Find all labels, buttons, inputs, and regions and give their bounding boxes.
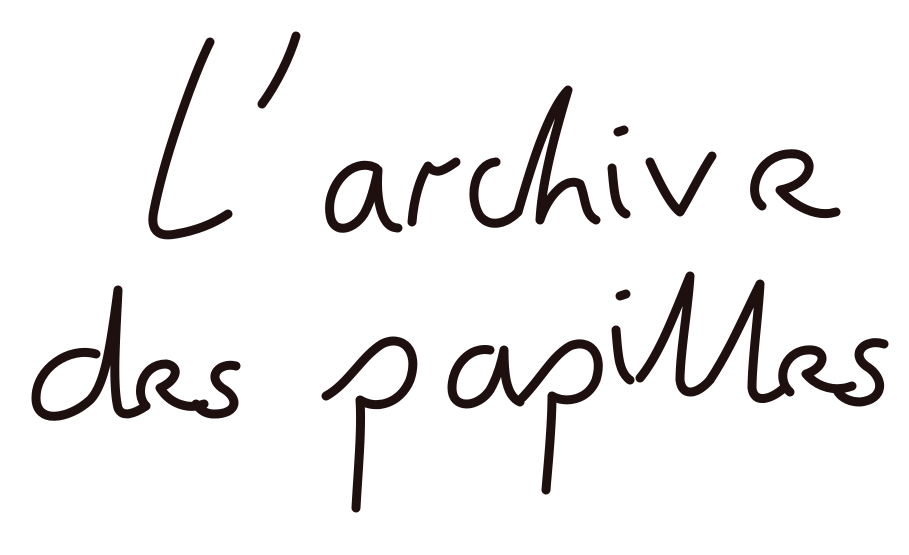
letter-l2	[710, 284, 784, 399]
letter-d	[36, 290, 146, 416]
letter-e3	[783, 350, 852, 392]
apostrophe	[262, 36, 296, 104]
dot-i-2	[620, 294, 626, 296]
letter-v	[650, 156, 712, 212]
letter-h	[518, 90, 596, 220]
dot-i-1	[618, 130, 624, 132]
letter-L	[153, 42, 228, 235]
letter-c	[474, 162, 518, 223]
letter-e	[755, 154, 836, 214]
letter-p	[326, 341, 413, 508]
letter-s2	[838, 343, 884, 402]
letter-s	[196, 365, 236, 414]
letter-a2	[452, 349, 520, 404]
letter-l1	[640, 276, 710, 392]
letter-i	[612, 168, 626, 214]
letter-r	[412, 162, 456, 222]
letter-i2	[616, 330, 630, 380]
letter-p2	[522, 344, 598, 490]
letter-a	[330, 165, 398, 228]
